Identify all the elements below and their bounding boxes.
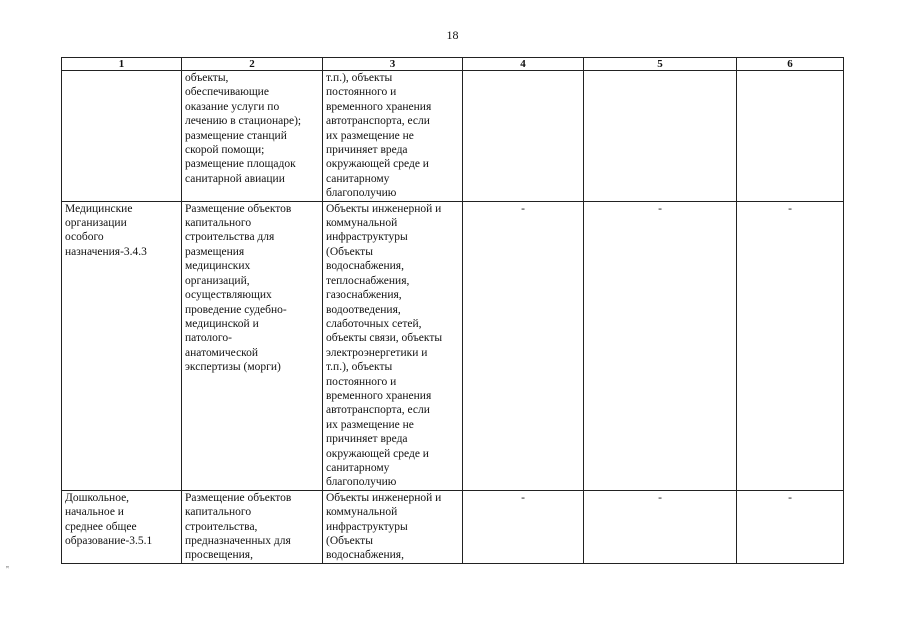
cell-auxiliary-uses: Объекты инженерной и коммунальной инфраструктуры (Объекты водоснабжения, теплоснабжения, газоснабжения, водоотведения, слаботочных сетей, объекты связи, объекты электроэнергетики и т.п.), объекты постоянного и временного хранения автотранспорта, если их размещение не причиняет вреда окружающей среде и санитарному благополучию xyxy=(323,201,463,490)
cell-col4 xyxy=(463,71,584,202)
table-header-row xyxy=(62,58,844,71)
cell-use-description: Размещение объектов капитального строительства, предназначенных для просвещения, xyxy=(182,490,323,563)
cell-col4: - xyxy=(463,201,584,490)
table-row xyxy=(62,490,844,563)
cell-col5: - xyxy=(584,201,737,490)
table-row xyxy=(62,201,844,490)
cell-use-description: Размещение объектов капитального строительства для размещения медицинских организаций, осуществляющих проведение судебно- медицинской и патолого- анатомической экспертизы (морги) xyxy=(182,201,323,490)
cell-col5 xyxy=(584,71,737,202)
table-row xyxy=(62,71,844,202)
cell-use-name xyxy=(62,71,182,202)
cell-col4: - xyxy=(463,490,584,563)
column-header-2: 2 xyxy=(182,58,323,71)
column-header-4: 4 xyxy=(463,58,584,71)
cell-col6: - xyxy=(737,490,844,563)
cell-use-name: Медицинские организации особого назначения-3.4.3 xyxy=(62,201,182,490)
zoning-table xyxy=(61,57,844,564)
column-header-3: 3 xyxy=(323,58,463,71)
column-header-1: 1 xyxy=(62,58,182,71)
cell-col6 xyxy=(737,71,844,202)
cell-use-description: объекты, обеспечивающие оказание услуги по лечению в стационаре); размещение станций скорой помощи; размещение площадок санитарной авиации xyxy=(182,71,323,202)
cell-auxiliary-uses: Объекты инженерной и коммунальной инфраструктуры (Объекты водоснабжения, xyxy=(323,490,463,563)
column-header-5: 5 xyxy=(584,58,737,71)
cell-col6: - xyxy=(737,201,844,490)
cell-use-name: Дошкольное, начальное и среднее общее образование-3.5.1 xyxy=(62,490,182,563)
column-header-6: 6 xyxy=(737,58,844,71)
cell-col5: - xyxy=(584,490,737,563)
page-number: 18 xyxy=(446,28,459,42)
side-mark: ε xyxy=(4,566,10,569)
cell-auxiliary-uses: т.п.), объекты постоянного и временного хранения автотранспорта, если их размещение не причиняет вреда окружающей среде и санитарному благополучию xyxy=(323,71,463,202)
